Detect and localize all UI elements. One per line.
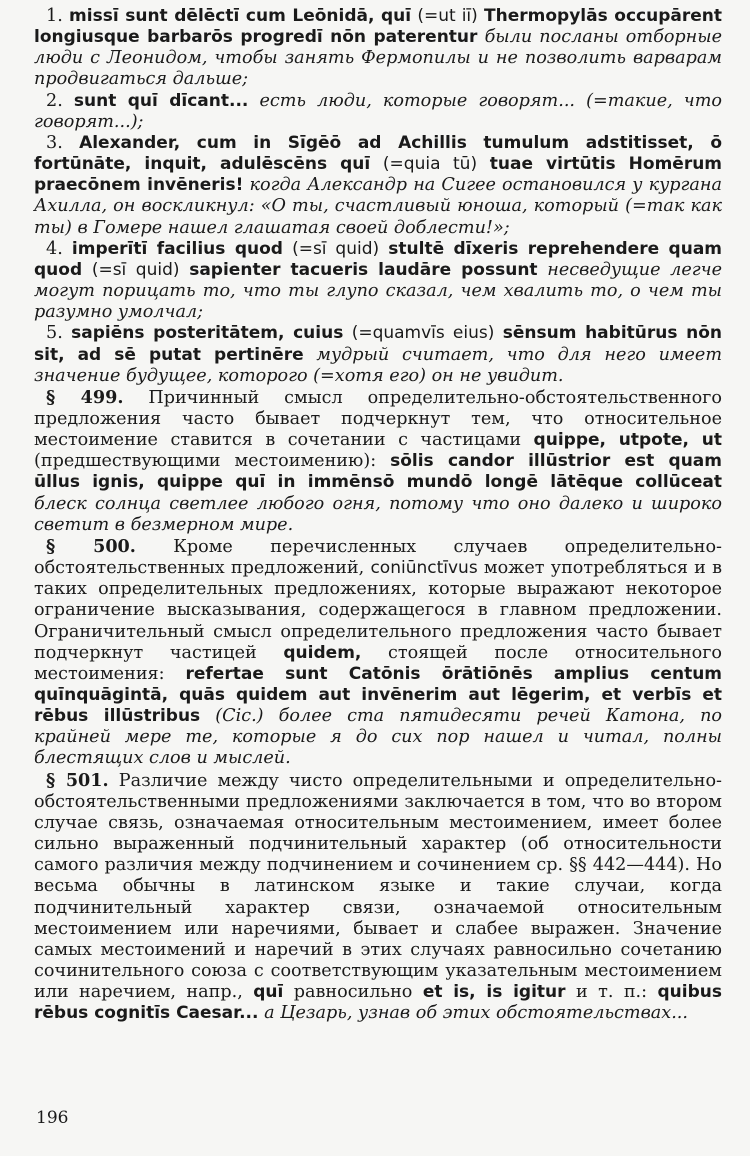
latin-text: missī sunt dēlēctī cum Leōnidā, quī (69, 6, 412, 26)
example-number: 5. (46, 323, 63, 344)
example-number: 1. (46, 6, 63, 26)
russian-translation: несведущие легче могут порицать то, что ты глупо сказал, чем хвалить то, о чем ты разумно умолчал; (34, 259, 723, 323)
russian-translation: когда Александр на Сигее остановился у кургана Ахилла, он воскликнул: «О ты, счастливый юноша, который (=так как ты) в Гомере нашел глашатая своей доблести!»; (34, 175, 723, 238)
section-label: § 500. (46, 535, 136, 557)
section-500 (34, 536, 722, 770)
latin-text: refertae sunt Catōnis ōrātiōnēs amplius centum quīnquāgintā, quās quidem aut invēnerim aut lēgerim, et verbīs et rēbus illūstribus (34, 663, 723, 727)
source-citation: (Cic.) (215, 706, 264, 727)
example-1 (34, 6, 722, 91)
latin-gloss: (=ut iī) (417, 6, 478, 26)
example-4 (34, 239, 722, 324)
section-label: § 501. (46, 769, 109, 791)
section-501 (34, 770, 722, 1025)
latin-particle: quidem, (283, 642, 362, 663)
latin-gloss: (=quia tū) (382, 154, 478, 175)
russian-translation: есть люди, которые говорят... (259, 90, 576, 111)
russian-translation: а Цезарь, узнав об этих обстоятельствах... (264, 1003, 688, 1024)
latin-gloss: (=sī quid) (292, 238, 380, 259)
latin-text: sapienter tacueris laudāre possunt (189, 259, 538, 280)
latin-text: sapiēns posteritātem, cuius (71, 323, 344, 344)
section-text: и т. п.: (575, 982, 648, 1003)
section-text: Кроме перечисленных случаев определительно-обстоятельственных предложений, (34, 536, 722, 579)
latin-text: tuae virtūtis Homērum praecōnem invēneris! (34, 154, 723, 196)
latin-text: sēnsum habitūrus nōn sit, ad sē putat pertinēre (34, 323, 723, 365)
latin-text: imperītī facilius quod (71, 238, 283, 259)
latin-term: coniūnctīvus (370, 558, 478, 579)
section-label: § 499. (46, 386, 124, 408)
section-text: стоящей после относительного местоимения: (34, 642, 723, 684)
example-2 (34, 91, 722, 133)
latin-text: sunt quī dīcant... (73, 90, 249, 111)
example-5 (34, 323, 722, 386)
section-499 (34, 387, 722, 536)
russian-translation: блеск солнца светлее любого огня, потому что оно далеко и широко светит в безмерном мире. (34, 493, 722, 535)
russian-translation: более ста пятидесяти речей Катона, по крайней мере те, которые я до сих пор нашел и читал, полны блестящих слов и мыслей. (34, 706, 722, 769)
example-3 (34, 133, 722, 239)
section-text: Причинный смысл определительно-обстоятельственного предложения часто бывает подчеркнут тем, что относительное местоимение ставится в сочетании с частицами (34, 387, 722, 451)
example-number: 3. (46, 132, 63, 153)
latin-text: Thermopylās occupārent longiusque barbarōs progredī nōn paterentur (34, 6, 723, 48)
latin-text: stultē dīxeris reprehendere quam quod (34, 238, 723, 280)
section-text: может употребляться и в таких определительных предложениях, которые выражают некоторое ограничение высказывания, содержащегося в главном предложении. Ограничительный смысл определительного предложения часто бывает подчеркнут частицей (34, 558, 723, 663)
latin-text: et is, is igitur (422, 982, 566, 1003)
russian-translation: мудрый считает, что для него имеет значение будущее, которого (=хотя его) он не увидит. (34, 344, 722, 386)
section-text: Различие между чисто определительными и определительно-обстоятельственными предложениями заключается в том, что во втором случае связь, означаемая относительным местоимением, имеет более сильно выраженный подчинительный характер (об относительности самого различия между подчинением и сочинением ср. §§ 442—444). Но весьма обычны в латинском языке и такие случаи, когда подчинительный характер связи, означаемой относительным местоимением или наречиями, бывает и слабее выражен. Значение самых местоимений и наречий в этих случаях равносильно сочетанию сочинительного союза с соответствующим указательным местоимением или наречием, напр., (34, 770, 722, 1003)
book-page (34, 6, 722, 1025)
russian-translation: были посланы отборные люди с Леонидом, чтобы занять Фермопилы и не позволить варварам продвигаться дальше; (34, 27, 723, 90)
latin-text: quibus rēbus cognitīs Caesar... (34, 982, 722, 1024)
latin-text: sōlis candor illūstrior est quam ūllus ignis, quippe quī in immēnsō mundō longē lātēque collūceat (34, 451, 722, 493)
page-number: 196 (36, 1108, 69, 1128)
latin-particles: quippe, utpote, ut (533, 430, 723, 451)
latin-gloss: (=quamvīs eius) (351, 323, 495, 344)
latin-word: quī (253, 982, 284, 1003)
section-text: равносильно (293, 982, 413, 1003)
example-number: 2. (46, 90, 63, 111)
russian-gloss: (=такие, что говорят...); (34, 90, 723, 132)
example-number: 4. (46, 238, 63, 259)
latin-gloss: (=sī quid) (91, 259, 180, 280)
latin-text: Alexander, cum in Sīgēō ad Achillis tumulum adstitisset, ō fortūnāte, inquit, adulēscēns quī (34, 132, 723, 175)
section-text: (предшествующими местоимению): (34, 451, 377, 472)
